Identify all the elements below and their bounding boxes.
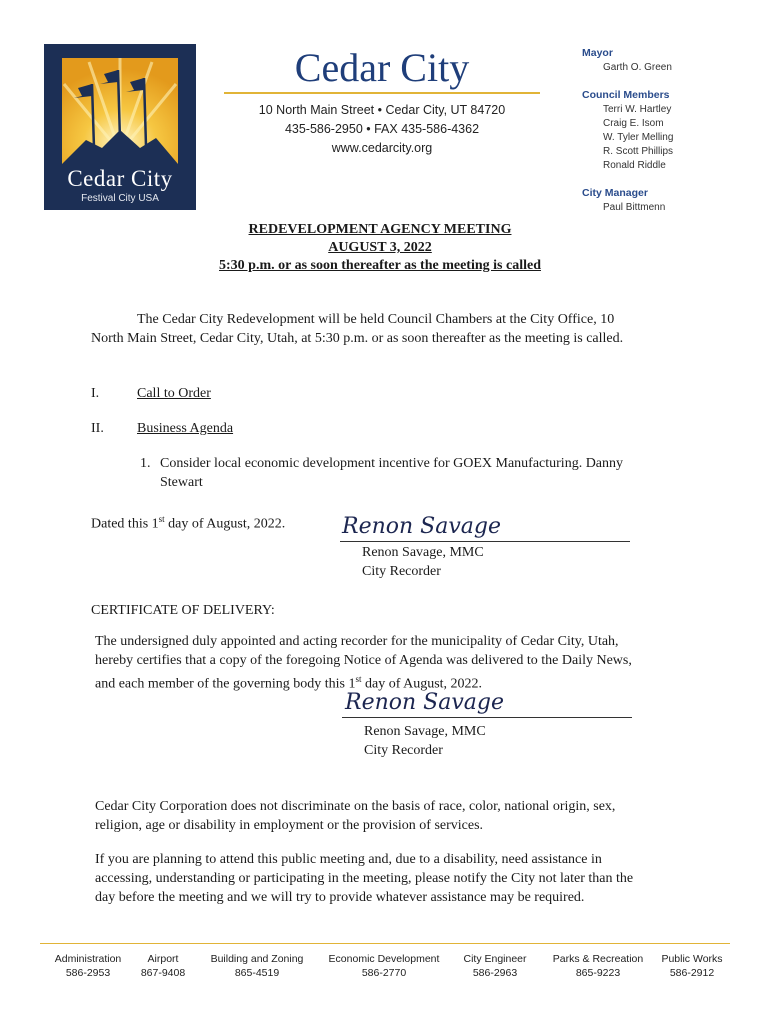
dated-line: Dated this 1st day of August, 2022. (91, 514, 286, 532)
footer-dept: Administration 586-2953 (54, 953, 122, 979)
recorder-name: Renon Savage, MMC (364, 724, 486, 739)
council-member: Terri W. Hartley (603, 104, 672, 115)
agenda-number: I. (91, 386, 100, 401)
logo-city-name: Cedar City (67, 166, 173, 191)
certificate-line: hereby certifies that a copy of the foregoing Notice of Agenda was delivered to the Daily News, (95, 653, 632, 668)
signature-line (342, 717, 632, 718)
intro-line: North Main Street, Cedar City, Utah, at 5:30 p.m. or as soon thereafter as the meeting is called. (91, 331, 624, 346)
meeting-date: AUGUST 3, 2022 (328, 240, 432, 255)
city-logo (44, 44, 196, 210)
footer-dept: Building and Zoning 865-4519 (210, 953, 304, 979)
city-website: www.cedarcity.org (331, 141, 433, 155)
footer-dept: Economic Development 586-2770 (328, 953, 440, 979)
accessibility-line: day before the meeting and we will try to provide whatever assistance may be required. (95, 890, 585, 905)
city-phones: 435-586-2950 • FAX 435-586-4362 (284, 122, 480, 136)
signature-line (340, 541, 630, 542)
accessibility-line: If you are planning to attend this public meeting and, due to a disability, need assistance in (95, 852, 602, 867)
recorder-signature: Renon Savage (345, 690, 504, 715)
nondiscrimination-line: Cedar City Corporation does not discriminate on the basis of race, color, national origin, sex, (95, 799, 616, 814)
agenda-number: II. (91, 421, 104, 436)
council-member: W. Tyler Melling (603, 132, 674, 143)
recorder-title: City Recorder (362, 564, 441, 579)
header-divider (224, 92, 540, 94)
mayor-label: Mayor (582, 47, 613, 59)
business-item-number: 1. (140, 456, 151, 471)
footer-divider (40, 943, 730, 944)
certificate-heading: CERTIFICATE OF DELIVERY: (91, 603, 275, 618)
logo-tagline: Festival City USA (81, 193, 159, 204)
council-member: R. Scott Phillips (603, 146, 674, 157)
council-label: Council Members (582, 89, 670, 101)
certificate-line: The undersigned duly appointed and acting recorder for the municipality of Cedar City, Utah, (95, 634, 619, 649)
letterhead-title: Cedar City (294, 45, 470, 90)
footer-dept: Airport 867-9408 (140, 953, 186, 979)
agenda-item-call-to-order: Call to Order (137, 386, 211, 401)
council-member: Craig E. Isom (603, 118, 664, 129)
council-member: Ronald Riddle (603, 160, 666, 171)
footer-dept: Parks & Recreation 865-9223 (552, 953, 644, 979)
business-item-line: Stewart (160, 475, 203, 490)
certificate-line: and each member of the governing body this 1st day of August, 2022. (95, 674, 483, 692)
nondiscrimination-line: religion, age or disability in employment or the provision of services. (95, 818, 484, 833)
footer-dept: City Engineer 586-2963 (463, 953, 527, 979)
manager-name: Paul Bittmenn (603, 202, 666, 213)
recorder-signature: Renon Savage (342, 514, 501, 539)
business-item-line: Consider local economic development incentive for GOEX Manufacturing. Danny (160, 456, 624, 471)
intro-line: The Cedar City Redevelopment will be held Council Chambers at the City Office, 10 (137, 312, 615, 327)
recorder-name: Renon Savage, MMC (362, 545, 484, 560)
agenda-item-business: Business Agenda (137, 421, 234, 436)
meeting-title: REDEVELOPMENT AGENCY MEETING (248, 222, 512, 237)
accessibility-line: accessing, understanding or participating in the meeting, please notify the City not later than the (95, 871, 634, 886)
meeting-time: 5:30 p.m. or as soon thereafter as the meeting is called (219, 258, 541, 273)
footer-dept: Public Works 586-2912 (661, 953, 723, 979)
recorder-title: City Recorder (364, 743, 443, 758)
mayor-name: Garth O. Green (603, 62, 672, 73)
city-address: 10 North Main Street • Cedar City, UT 84720 (258, 103, 506, 117)
manager-label: City Manager (582, 187, 648, 199)
